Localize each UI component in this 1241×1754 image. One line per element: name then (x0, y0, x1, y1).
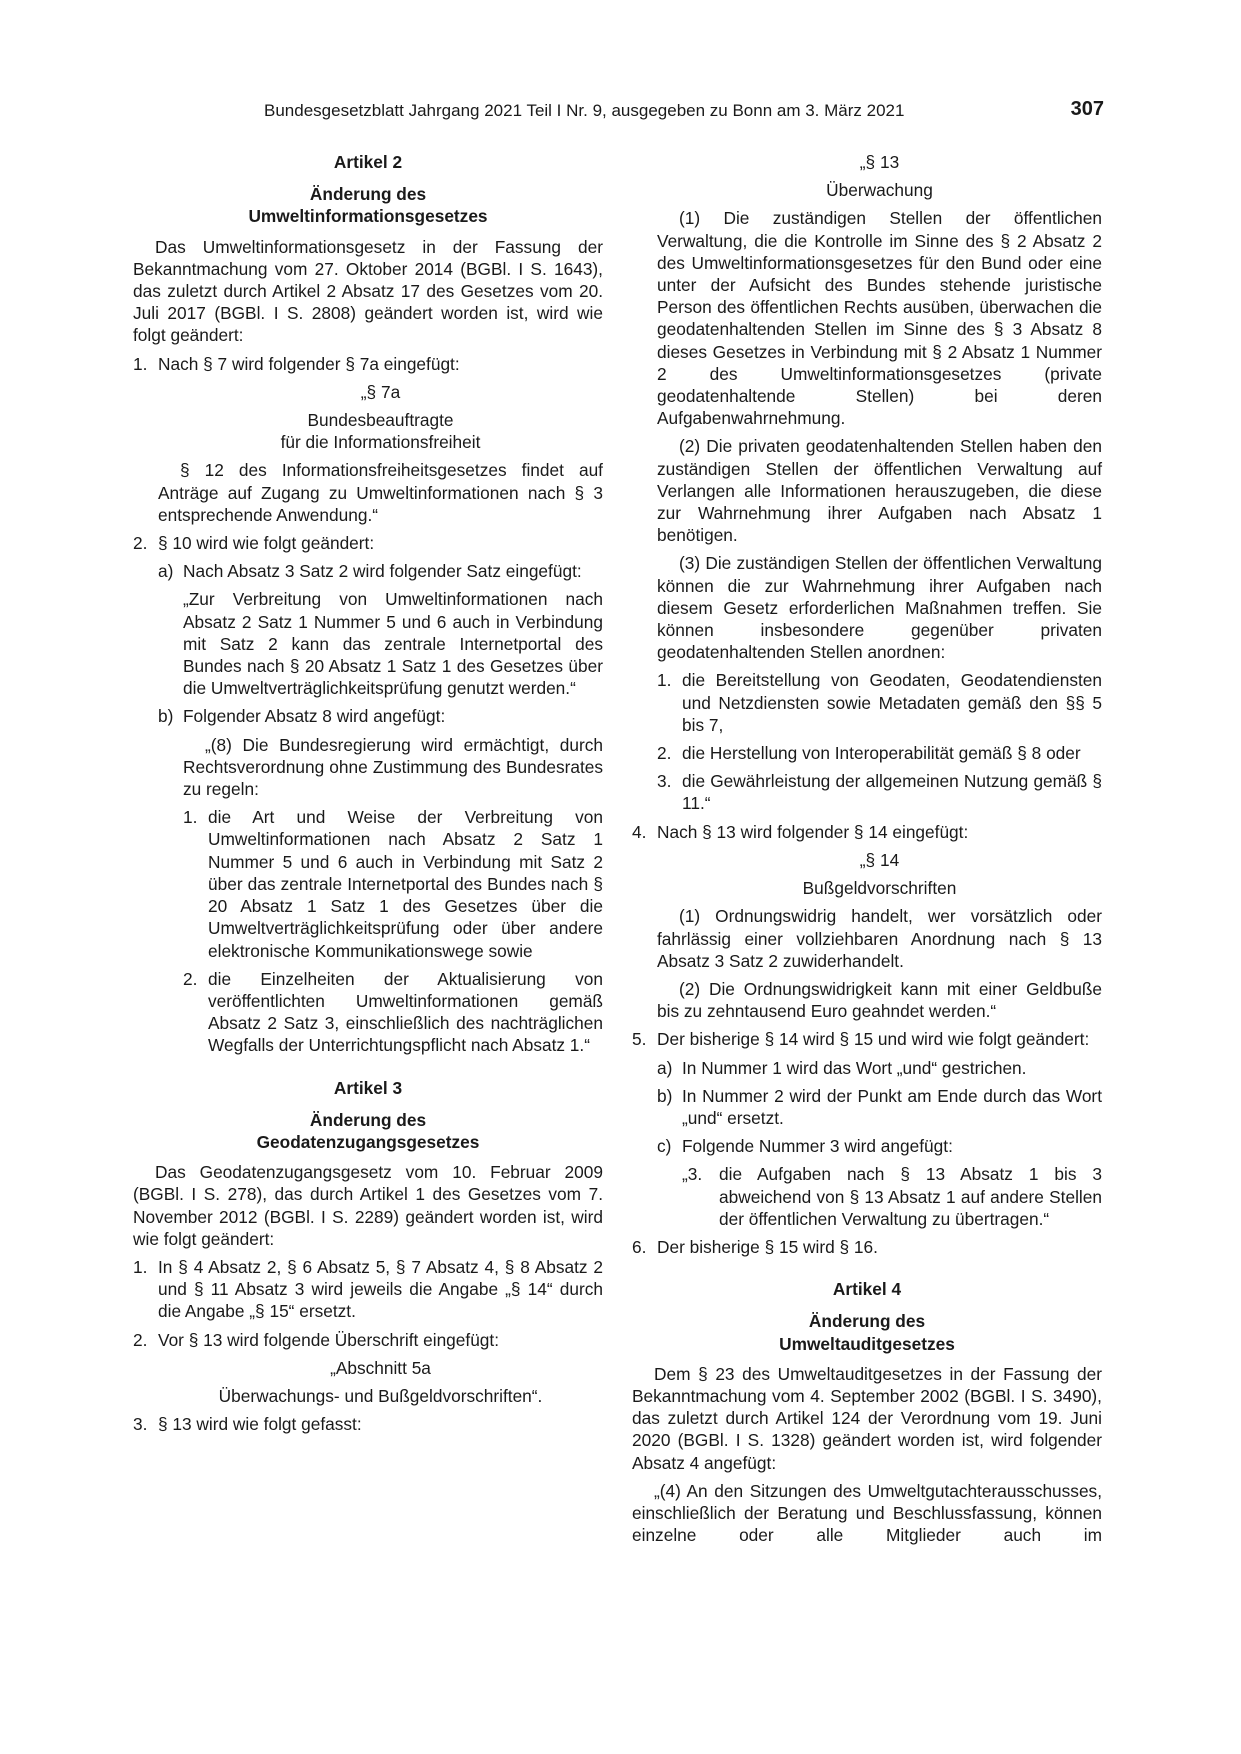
section-heading-abschnitt-title: Überwachungs- und Bußgeldvorschriften“. (218, 1385, 543, 1406)
item-number: 2. (133, 533, 148, 554)
article-3-intro: Das Geodatenzugangsgesetz vom 10. Februar 2009 (BGBl. I S. 278), das durch Artikel 1 des Gesetzes vom 7. November 2012 (BGBl. I S. 2289) geändert worden ist, wird wie folgt geändert: (133, 1162, 603, 1249)
item-number: 1. (133, 1256, 148, 1277)
item-text: § 13 wird wie folgt gefasst: (158, 1414, 362, 1435)
article-2-heading (133, 183, 603, 227)
item-letter: a) (657, 1057, 673, 1078)
article-4-label: Artikel 4 (832, 1279, 902, 1300)
section-13-para-3: (3) Die zuständigen Stellen der öffentlichen Verwaltung können die zur Wahrnehmung ihrer Aufgaben nach diesem Gesetz erforderlichen Maßnahmen treffen. Sie können insbesondere gegenüber privaten geodatenhaltenden Stellen anordnen: (657, 553, 1102, 663)
item-letter: b) (158, 706, 174, 727)
item-number: 3. (657, 771, 672, 792)
section-14-title: Bußgeldvorschriften (802, 878, 957, 899)
item-letter: c) (657, 1136, 672, 1157)
list-item (632, 1085, 1102, 1129)
article-2-heading-line2: Umweltinformationsgesetzes (248, 206, 488, 227)
article-4-quote: „(4) An den Sitzungen des Umweltgutachterausschusses, einschließlich der Beratung und Beschlussfassung, können einzelne oder alle Mitglieder auch im (632, 1480, 1102, 1546)
quoted-sentence: „Zur Verbreitung von Umweltinformationen nach Absatz 2 Satz 1 Nummer 5 und 6 auch in Verbindung mit Satz 2 kann das zentrale Internetportal des Bundes nach § 20 Absatz 1 Satz 1 des Gesetzes über die Umweltverträglichkeitsprüfung genutzt werden.“ (183, 589, 603, 699)
list-item (632, 1057, 1102, 1079)
item-text: die Gewährleistung der allgemeinen Nutzung gemäß § 11.“ (682, 771, 1102, 814)
list-item (133, 968, 603, 1057)
item-number: 6. (632, 1236, 647, 1257)
item-text: Folgende Nummer 3 wird angefügt: (682, 1136, 953, 1157)
item-text: Vor § 13 wird folgende Überschrift eingefügt: (158, 1329, 500, 1350)
list-item (632, 742, 1102, 764)
page-number: 307 (1070, 98, 1104, 120)
item-text: Nach Absatz 3 Satz 2 wird folgender Satz eingefügt: (183, 561, 582, 582)
item-number: 5. (632, 1029, 647, 1050)
article-3-label: Artikel 3 (333, 1077, 403, 1098)
item-number: 2. (133, 1329, 148, 1350)
item-text: die Einzelheiten der Aktualisierung von veröffentlichten Umweltinformationen gemäß Absatz 2 Satz 3, einschließlich des nachträglichen Wegfalls der Unterrichtungspflicht nach Absatz 1.“ (208, 968, 603, 1056)
list-item (632, 1028, 1102, 1050)
section-14-para-2: (2) Die Ordnungswidrigkeit kann mit einer Geldbuße bis zu zehntausend Euro geahndet werden.“ (657, 978, 1102, 1022)
article-2-intro: Das Umweltinformationsgesetz in der Fassung der Bekanntmachung vom 27. Oktober 2014 (BGBl. I S. 1643), das zuletzt durch Artikel 2 Absatz 17 des Gesetzes vom 20. Juli 2017 (BGBl. I S. 2808) geändert worden ist, wird wie folgt geändert: (133, 236, 603, 346)
item-text: In Nummer 1 wird das Wort „und“ gestrichen. (682, 1057, 1027, 1078)
item-text: Nach § 13 wird folgender § 14 eingefügt: (657, 821, 969, 842)
section-7a-title-line2: für die Informationsfreiheit (280, 432, 481, 453)
article-3-heading (133, 1109, 603, 1153)
list-item (133, 705, 603, 727)
section-7a-title-line1: Bundesbeauftragte (307, 410, 454, 431)
item-number: 2. (657, 743, 672, 764)
item-text: die Bereitstellung von Geodaten, Geodatendiensten und Netzdiensten sowie Metadaten gemäß den §§ 5 bis 7, (682, 670, 1102, 735)
section-7a-title (133, 409, 603, 453)
article-2-label: Artikel 2 (333, 152, 403, 172)
item-text: Der bisherige § 15 wird § 16. (657, 1236, 878, 1257)
item-text: Folgender Absatz 8 wird angefügt: (183, 706, 446, 727)
item-letter: a) (158, 561, 174, 582)
section-13-para-1: (1) Die zuständigen Stellen der öffentlichen Verwaltung, die die Kontrolle im Sinne des § 2 Absatz 2 des Umweltinformationsgesetzes für den Bund oder eine unter der Aufsicht des Bundes stehende juristische Person des öffentlichen Rechts ausüben, überwachen die geodatenhaltenden Stellen im Sinne des § 3 Absatz 8 dieses Gesetzes in Verbindung mit § 2 Absatz 1 Nummer 2 des Umweltinformationsgesetzes (private geodatenhaltende Stellen) bei deren Aufgabenwahrnehmung. (657, 208, 1102, 429)
item-text: die Herstellung von Interoperabilität gemäß § 8 oder (682, 743, 1081, 764)
list-item (133, 1329, 603, 1351)
item-text: In § 4 Absatz 2, § 6 Absatz 5, § 7 Absatz 4, § 8 Absatz 2 und § 11 Absatz 3 wird jeweils die Angabe „§ 14“ durch die Angabe „§ 15“ ersetzt. (158, 1256, 603, 1322)
item-text: die Aufgaben nach § 13 Absatz 1 bis 3 abweichend von § 13 Absatz 1 auf andere Stellen der öffentlichen Verwaltung zu übertragen.“ (719, 1164, 1102, 1229)
item-number: 4. (632, 821, 647, 842)
left-column (133, 151, 603, 1441)
item-number: 3. (133, 1414, 148, 1435)
list-item (133, 806, 603, 961)
article-4-heading (632, 1310, 1102, 1354)
article-4-intro: Dem § 23 des Umweltauditgesetzes in der Fassung der Bekanntmachung vom 4. September 2002 (BGBl. I S. 3490), das zuletzt durch Artikel 124 der Verordnung vom 19. Juni 2020 (BGBl. I S. 1328) geändert worden ist, wird folgender Absatz 4 angefügt: (632, 1363, 1102, 1473)
list-item (133, 1413, 603, 1435)
item-text: § 10 wird wie folgt geändert: (158, 533, 375, 554)
section-13-title: Überwachung (826, 180, 933, 201)
quoted-paragraph-8: „(8) Die Bundesregierung wird ermächtigt, durch Rechtsverordnung ohne Zustimmung des Bundesrates zu regeln: (183, 734, 603, 800)
list-item (632, 669, 1102, 736)
list-item (632, 821, 1102, 843)
item-text: In Nummer 2 wird der Punkt am Ende durch das Wort „und“ ersetzt. (682, 1085, 1102, 1128)
item-text: Nach § 7 wird folgender § 7a eingefügt: (158, 353, 460, 374)
item-number: „3. (682, 1164, 703, 1185)
item-number: 1. (657, 670, 672, 691)
list-item (632, 1236, 1102, 1258)
section-14-number: „§ 14 (859, 849, 900, 870)
section-7a-number: „§ 7a (360, 381, 401, 402)
item-text: Der bisherige § 14 wird § 15 und wird wie folgt geändert: (657, 1029, 1090, 1050)
item-number: 2. (183, 968, 198, 989)
right-column (632, 151, 1102, 1552)
list-item (133, 1256, 603, 1323)
gazette-title: Bundesgesetzblatt Jahrgang 2021 Teil I Nr. 9, ausgegeben zu Bonn am 3. März 2021 (264, 101, 905, 120)
article-3-heading-line2: Geodatenzugangsgesetzes (256, 1131, 480, 1152)
section-7a-text: § 12 des Informationsfreiheitsgesetzes findet auf Anträge auf Zugang zu Umweltinformationen nach § 3 entsprechende Anwendung.“ (158, 460, 603, 525)
list-item (632, 1135, 1102, 1157)
item-text: die Art und Weise der Verbreitung von Umweltinformationen nach Absatz 2 Satz 1 Nummer 5 und 6 auch in Verbindung mit Satz 2 über das zentrale Internetportal des Bundes nach § 20 Absatz 1 Satz 1 des Gesetzes über die Umweltverträglichkeitsprüfung oder über andere elektronische Kommunikationswege sowie (208, 807, 603, 961)
item-number: 1. (133, 353, 148, 374)
list-item (133, 532, 603, 554)
item-letter: b) (657, 1085, 673, 1106)
article-2-heading-line1: Änderung des (309, 184, 427, 205)
list-item (632, 770, 1102, 814)
section-13-number: „§ 13 (859, 152, 900, 172)
list-item (632, 1163, 1102, 1230)
article-4-heading-line1: Änderung des (808, 1311, 926, 1332)
article-3-heading-line1: Änderung des (309, 1109, 427, 1130)
article-4-heading-line2: Umweltauditgesetzes (779, 1333, 955, 1354)
section-13-para-2: (2) Die privaten geodatenhaltenden Stellen haben den zuständigen Stellen der öffentlichen Verwaltung auf Verlangen alle Informationen herauszugeben, die diese zur Wahrnehmung ihrer Aufgaben nach Absatz 1 benötigen. (657, 436, 1102, 546)
item-number: 1. (183, 807, 198, 828)
list-item (133, 560, 603, 582)
section-heading-abschnitt: „Abschnitt 5a (330, 1357, 431, 1378)
section-14-para-1: (1) Ordnungswidrig handelt, wer vorsätzlich oder fahrlässig einer vollziehbaren Anordnung nach § 13 Absatz 3 Satz 2 zuwiderhandelt. (657, 906, 1102, 971)
list-item (133, 353, 603, 375)
